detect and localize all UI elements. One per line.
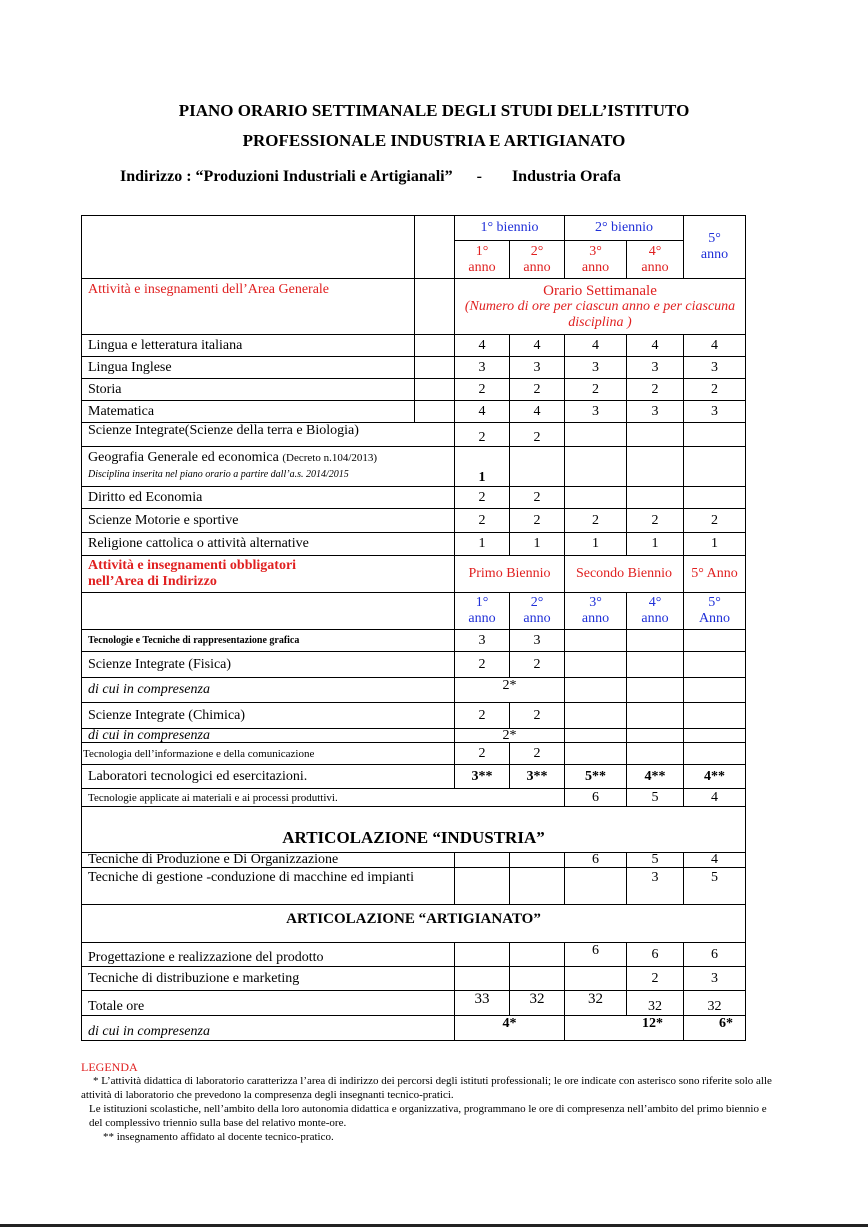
hours-cell: 4 bbox=[684, 789, 746, 807]
quinto-anno-header: 5° Anno bbox=[684, 556, 746, 593]
hours-cell bbox=[627, 703, 684, 729]
indirizzo-label: Indirizzo : “Produzioni Industriali e Artigianali” bbox=[120, 168, 453, 185]
year3-header: 3° anno bbox=[565, 241, 627, 279]
hours-cell: 1 bbox=[510, 533, 565, 556]
hours-cell: 2 bbox=[510, 509, 565, 533]
table-row bbox=[82, 853, 746, 868]
year1-header: 1° anno bbox=[455, 593, 510, 630]
hours-cell bbox=[565, 729, 627, 743]
subject-label: Tecnologia dell’informazione e della comunicazione bbox=[82, 743, 455, 765]
table-row bbox=[82, 533, 746, 556]
empty-cell bbox=[82, 593, 455, 630]
hours-cell: 2 bbox=[565, 509, 627, 533]
year3-header: 3° anno bbox=[565, 593, 627, 630]
hours-cell: 3** bbox=[455, 765, 510, 789]
indirizzo-dash: - bbox=[476, 168, 482, 185]
hours-cell: 2 bbox=[455, 423, 510, 447]
hours-cell bbox=[565, 652, 627, 678]
table-row bbox=[82, 630, 746, 652]
hours-cell: 4 bbox=[627, 335, 684, 357]
hours-cell bbox=[510, 447, 565, 487]
orario-table bbox=[81, 215, 746, 1041]
table-row bbox=[82, 487, 746, 509]
totale-cell: 32 bbox=[684, 991, 746, 1016]
hours-cell: 2 bbox=[455, 743, 510, 765]
table-row bbox=[82, 509, 746, 533]
hours-cell: 5** bbox=[565, 765, 627, 789]
hours-cell bbox=[684, 729, 746, 743]
year5-header: 5° Anno bbox=[684, 593, 746, 630]
indirizzo-specialization: Industria Orafa bbox=[511, 168, 621, 185]
empty-cell bbox=[415, 335, 455, 357]
hours-cell: 2 bbox=[684, 509, 746, 533]
hours-cell bbox=[684, 423, 746, 447]
section-title-artigianato: ARTICOLAZIONE “ARTIGIANATO” bbox=[82, 905, 746, 943]
hours-cell bbox=[565, 967, 627, 991]
subject-label: Scienze Integrate (Chimica) bbox=[82, 703, 455, 729]
compresenza-total-biennio2: 12* bbox=[565, 1016, 684, 1041]
hours-cell bbox=[510, 943, 565, 967]
hours-cell: 2 bbox=[455, 379, 510, 401]
hours-cell: 5 bbox=[627, 789, 684, 807]
subject-label: Lingua e letteratura italiana bbox=[82, 335, 415, 357]
subject-label: Tecnologie applicate ai materiali e ai processi produttivi. bbox=[82, 789, 565, 807]
hours-cell bbox=[565, 703, 627, 729]
disciplina-note: Disciplina inserita nel piano orario a partire dall’a.s. 2014/2015 bbox=[88, 469, 349, 480]
hours-cell bbox=[455, 943, 510, 967]
hours-cell: 3 bbox=[565, 357, 627, 379]
hours-cell: 2 bbox=[627, 967, 684, 991]
totale-cell: 32 bbox=[627, 991, 684, 1016]
hours-cell: 2 bbox=[510, 379, 565, 401]
hours-cell: 6 bbox=[684, 943, 746, 967]
hours-cell: 3 bbox=[455, 357, 510, 379]
hours-cell bbox=[627, 729, 684, 743]
hours-cell: 4 bbox=[510, 335, 565, 357]
hours-cell bbox=[565, 678, 627, 703]
hours-cell bbox=[565, 487, 627, 509]
hours-cell: 2 bbox=[455, 652, 510, 678]
subject-label: Laboratori tecnologici ed esercitazioni. bbox=[82, 765, 455, 789]
year5-header: 5° anno bbox=[684, 216, 746, 279]
legend-item: ** insegnamento affidato al docente tecnico-pratico. bbox=[103, 1131, 334, 1143]
hours-cell: 5 bbox=[684, 868, 746, 905]
hours-cell: 2 bbox=[565, 379, 627, 401]
hours-cell bbox=[510, 967, 565, 991]
subject-label: Tecniche di Produzione e Di Organizzazione bbox=[82, 853, 455, 868]
table-row bbox=[82, 335, 746, 357]
totale-cell: 33 bbox=[455, 991, 510, 1016]
hours-cell bbox=[627, 678, 684, 703]
compresenza-label: di cui in compresenza bbox=[82, 678, 455, 703]
subject-label: Scienze Motorie e sportive bbox=[82, 509, 455, 533]
table-row bbox=[82, 743, 746, 765]
hours-cell bbox=[627, 487, 684, 509]
hours-cell: 4 bbox=[455, 335, 510, 357]
table-row bbox=[82, 357, 746, 379]
hours-cell: 1 bbox=[565, 533, 627, 556]
hours-cell bbox=[684, 678, 746, 703]
hours-cell: 3 bbox=[455, 630, 510, 652]
year1-header: 1° anno bbox=[455, 241, 510, 279]
hours-cell: 2 bbox=[510, 487, 565, 509]
hours-cell bbox=[455, 868, 510, 905]
table-row bbox=[82, 868, 746, 905]
subject-label: Matematica bbox=[82, 401, 415, 423]
hours-cell bbox=[684, 652, 746, 678]
hours-cell bbox=[565, 630, 627, 652]
hours-cell: 6 bbox=[565, 943, 627, 967]
hours-cell: 3 bbox=[627, 868, 684, 905]
table-row bbox=[82, 967, 746, 991]
hours-cell: 2 bbox=[510, 703, 565, 729]
table-row bbox=[82, 379, 746, 401]
hours-cell: 4 bbox=[684, 853, 746, 868]
hours-cell: 3 bbox=[627, 357, 684, 379]
hours-cell: 1 bbox=[455, 447, 510, 487]
hours-cell bbox=[510, 853, 565, 868]
empty-cell bbox=[415, 379, 455, 401]
subject-label: Scienze Integrate(Scienze della terra e Biologia) bbox=[82, 423, 455, 447]
section-title-industria: ARTICOLAZIONE “INDUSTRIA” bbox=[82, 807, 746, 853]
totale-cell: 32 bbox=[510, 991, 565, 1016]
area-generale-label: Attività e insegnamenti dell’Area Generale bbox=[82, 279, 415, 335]
compresenza-total-year5: 6* bbox=[684, 1016, 746, 1041]
hours-cell bbox=[627, 743, 684, 765]
hours-cell: 1 bbox=[627, 533, 684, 556]
hours-cell: 3 bbox=[565, 401, 627, 423]
hours-cell: 6 bbox=[627, 943, 684, 967]
year2-header: 2° anno bbox=[510, 241, 565, 279]
hours-cell: 2 bbox=[455, 703, 510, 729]
hours-cell: 3 bbox=[510, 630, 565, 652]
hours-cell: 3** bbox=[510, 765, 565, 789]
document-title-line1: PIANO ORARIO SETTIMANALE DEGLI STUDI DELL’ISTITUTO bbox=[178, 101, 690, 120]
table-row bbox=[82, 678, 746, 703]
table-row bbox=[82, 729, 746, 743]
hours-cell: 1 bbox=[455, 533, 510, 556]
biennio2-header: 2° biennio bbox=[565, 216, 684, 241]
compresenza-value: 2* bbox=[455, 678, 565, 703]
subject-label: Tecniche di distribuzione e marketing bbox=[82, 967, 455, 991]
section-row-artigianato bbox=[82, 905, 746, 943]
hours-cell: 3 bbox=[684, 967, 746, 991]
hours-cell: 5 bbox=[627, 853, 684, 868]
hours-cell: 3 bbox=[684, 401, 746, 423]
hours-cell: 2 bbox=[627, 379, 684, 401]
hours-cell bbox=[684, 743, 746, 765]
hours-cell: 2 bbox=[627, 509, 684, 533]
compresenza-label: di cui in compresenza bbox=[82, 729, 455, 743]
orario-subtitle: (Numero di ore per ciascun anno e per ciascuna disciplina ) bbox=[464, 298, 736, 330]
area-generale-header-row bbox=[82, 279, 746, 335]
subject-label: Progettazione e realizzazione del prodotto bbox=[82, 943, 455, 967]
primo-biennio-header: Primo Biennio bbox=[455, 556, 565, 593]
compresenza-total-label: di cui in compresenza bbox=[82, 1016, 455, 1041]
hours-cell bbox=[565, 447, 627, 487]
year2-header: 2° anno bbox=[510, 593, 565, 630]
hours-cell: 6 bbox=[565, 789, 627, 807]
secondo-biennio-header: Secondo Biennio bbox=[565, 556, 684, 593]
hours-cell bbox=[455, 967, 510, 991]
empty-cell bbox=[415, 279, 455, 335]
indirizzo-years-row bbox=[82, 593, 746, 630]
table-header-row bbox=[82, 216, 746, 241]
hours-cell: 1 bbox=[684, 533, 746, 556]
hours-cell: 2 bbox=[510, 652, 565, 678]
hours-cell: 4** bbox=[627, 765, 684, 789]
header-empty-cell bbox=[415, 216, 455, 279]
table-row bbox=[82, 789, 746, 807]
geografia-label-cell bbox=[82, 447, 455, 487]
area-indirizzo-label: Attività e insegnamenti obbligatori nell’Area di Indirizzo bbox=[82, 556, 455, 593]
year4-header: 4° anno bbox=[627, 593, 684, 630]
hours-cell bbox=[565, 743, 627, 765]
hours-cell bbox=[455, 853, 510, 868]
compresenza-total-row bbox=[82, 1016, 746, 1041]
hours-cell: 3 bbox=[510, 357, 565, 379]
table-row bbox=[82, 423, 746, 447]
document-title-line2: PROFESSIONALE INDUSTRIA E ARTIGIANATO bbox=[242, 131, 626, 150]
biennio1-header: 1° biennio bbox=[455, 216, 565, 241]
header-empty-cell bbox=[82, 216, 415, 279]
hours-cell: 2 bbox=[684, 379, 746, 401]
subject-label: Tecniche di gestione -conduzione di macchine ed impianti bbox=[82, 868, 455, 905]
section-row-industria bbox=[82, 807, 746, 853]
empty-cell bbox=[415, 357, 455, 379]
subject-label: Religione cattolica o attività alternative bbox=[82, 533, 455, 556]
area-indirizzo-header-row bbox=[82, 556, 746, 593]
legend bbox=[81, 1060, 781, 1144]
hours-cell bbox=[627, 630, 684, 652]
totale-row bbox=[82, 991, 746, 1016]
subject-label: Scienze Integrate (Fisica) bbox=[82, 652, 455, 678]
hours-cell: 2 bbox=[510, 743, 565, 765]
totale-label: Totale ore bbox=[82, 991, 455, 1016]
hours-cell bbox=[684, 703, 746, 729]
subject-label: Storia bbox=[82, 379, 415, 401]
orario-settimanale-cell bbox=[455, 279, 746, 335]
totale-cell: 32 bbox=[565, 991, 627, 1016]
hours-cell: 4 bbox=[565, 335, 627, 357]
hours-cell: 4 bbox=[455, 401, 510, 423]
hours-cell bbox=[510, 868, 565, 905]
hours-cell: 4 bbox=[684, 335, 746, 357]
hours-cell bbox=[627, 447, 684, 487]
compresenza-value: 2* bbox=[455, 729, 565, 743]
subject-label: Diritto ed Economia bbox=[82, 487, 455, 509]
hours-cell bbox=[684, 630, 746, 652]
legend-title: LEGENDA bbox=[81, 1060, 138, 1074]
table-row bbox=[82, 447, 746, 487]
hours-cell: 3 bbox=[627, 401, 684, 423]
table-row bbox=[82, 703, 746, 729]
table-row bbox=[82, 401, 746, 423]
hours-cell: 4** bbox=[684, 765, 746, 789]
subject-label: Geografia Generale ed economica bbox=[88, 450, 279, 465]
table-row bbox=[82, 652, 746, 678]
table-row bbox=[82, 943, 746, 967]
hours-cell: 2 bbox=[455, 509, 510, 533]
hours-cell bbox=[627, 652, 684, 678]
hours-cell: 4 bbox=[510, 401, 565, 423]
subject-label: Tecnologie e Tecniche di rappresentazione grafica bbox=[82, 630, 455, 652]
hours-cell: 3 bbox=[684, 357, 746, 379]
decreto-note: (Decreto n.104/2013) bbox=[282, 452, 378, 464]
hours-cell bbox=[565, 868, 627, 905]
hours-cell: 6 bbox=[565, 853, 627, 868]
hours-cell bbox=[565, 423, 627, 447]
legend-item: * L’attività didattica di laboratorio caratterizza l’area di indirizzo dei percorsi degli istituti professionali; le ore indicate con asterisco sono riferite solo alle attività di laboratorio che prevedono la compresenza degli insegnanti tecnico-pratici. bbox=[81, 1075, 772, 1101]
hours-cell bbox=[627, 423, 684, 447]
empty-cell bbox=[415, 401, 455, 423]
compresenza-total-biennio1: 4* bbox=[455, 1016, 565, 1041]
indirizzo-line bbox=[120, 168, 621, 186]
hours-cell bbox=[684, 487, 746, 509]
hours-cell bbox=[684, 447, 746, 487]
legend-item: Le istituzioni scolastiche, nell’ambito della loro autonomia didattica e organizzativa, programmano le ore di compresenza nell’ambito del primo biennio e del complessivo triennio sulla base del relativo monte-ore. bbox=[89, 1103, 767, 1129]
hours-cell: 2 bbox=[510, 423, 565, 447]
table-row bbox=[82, 765, 746, 789]
year4-header: 4° anno bbox=[627, 241, 684, 279]
subject-label: Lingua Inglese bbox=[82, 357, 415, 379]
hours-cell: 2 bbox=[455, 487, 510, 509]
orario-title: Orario Settimanale bbox=[543, 282, 657, 299]
page-bottom-border bbox=[0, 1224, 868, 1227]
